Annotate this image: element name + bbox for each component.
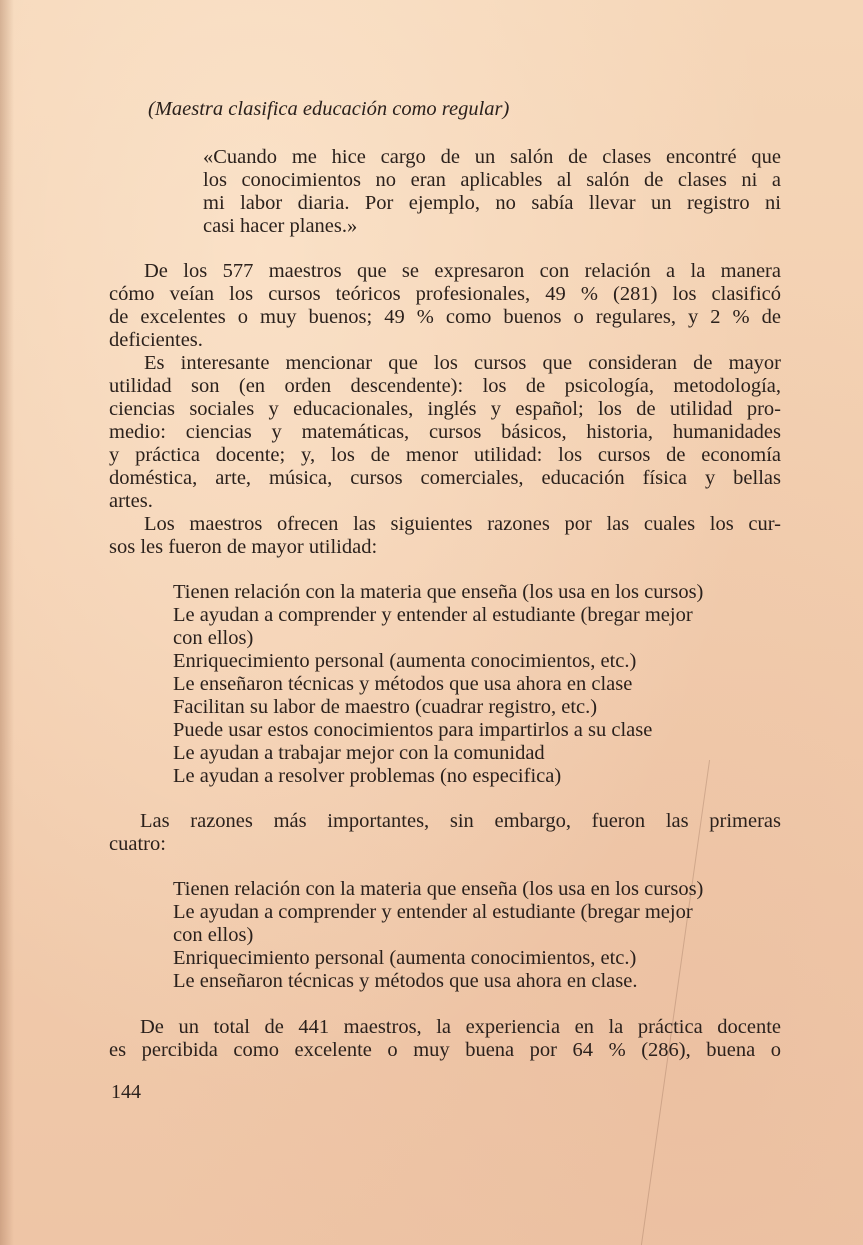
list-item: Enriquecimiento personal (aumenta conocimientos, etc.) [173,947,637,969]
paragraph-line: cuatro: [109,833,166,855]
list-item: Enriquecimiento personal (aumenta conocimientos, etc.) [173,650,637,672]
list-item: Le ayudan a comprender y entender al estudiante (bregar mejor [173,901,693,923]
list-item: Le ayudan a resolver problemas (no especifica) [173,765,562,787]
paragraph-line: De un total de 441 maestros, la experiencia en la práctica docente [140,1016,781,1038]
list-item: con ellos) [173,627,254,649]
quote-line: los conocimientos no eran aplicables al salón de clases ni a [203,169,781,191]
paragraph-line: deficientes. [109,329,203,351]
paragraph-line: cómo veían los cursos teóricos profesionales, 49 % (281) los clasificó [109,283,781,305]
list-item: Tienen relación con la materia que enseña (los usa en los cursos) [173,878,704,900]
list-item: Puede usar estos conocimientos para impartirlos a su clase [173,719,653,741]
paragraph-line: medio: ciencias y matemáticas, cursos básicos, historia, humanidades [109,421,781,443]
page-edge-shadow [0,0,14,1245]
list-item: con ellos) [173,924,254,946]
list-item: Le enseñaron técnicas y métodos que usa ahora en clase [173,673,633,695]
list-item: Le ayudan a comprender y entender al estudiante (bregar mejor [173,604,693,626]
list-item: Tienen relación con la materia que enseña (los usa en los cursos) [173,581,704,603]
paragraph-line: Es interesante mencionar que los cursos que consideran de mayor [144,352,781,374]
paragraph-line: doméstica, arte, música, cursos comerciales, educación física y bellas [109,467,781,489]
paragraph-line: utilidad son (en orden descendente): los de psicología, metodología, [109,375,781,397]
list-item: Le ayudan a trabajar mejor con la comunidad [173,742,545,764]
paragraph-line: de excelentes o muy buenos; 49 % como buenos o regulares, y 2 % de [109,306,781,328]
paragraph-line: Las razones más importantes, sin embargo, fueron las primeras [140,810,781,832]
quote-line: «Cuando me hice cargo de un salón de clases encontré que [203,146,781,168]
page-number: 144 [111,1081,141,1103]
paragraph-line: De los 577 maestros que se expresaron con relación a la manera [144,260,781,282]
list-item: Facilitan su labor de maestro (cuadrar registro, etc.) [173,696,598,718]
paragraph-line: ciencias sociales y educacionales, inglés y español; los de utilidad pro- [109,398,781,420]
list-item: Le enseñaron técnicas y métodos que usa ahora en clase. [173,970,638,992]
paragraph-line: artes. [109,490,153,512]
section-heading: (Maestra clasifica educación como regular) [148,98,510,120]
quote-line: casi hacer planes.» [203,215,358,237]
paragraph-line: es percibida como excelente o muy buena por 64 % (286), buena o [109,1039,781,1061]
paragraph-line: Los maestros ofrecen las siguientes razones por las cuales los cur- [144,513,781,535]
paragraph-line: sos les fueron de mayor utilidad: [109,536,378,558]
quote-line: mi labor diaria. Por ejemplo, no sabía llevar un registro ni [203,192,781,214]
paragraph-line: y práctica docente; y, los de menor utilidad: los cursos de economía [109,444,781,466]
